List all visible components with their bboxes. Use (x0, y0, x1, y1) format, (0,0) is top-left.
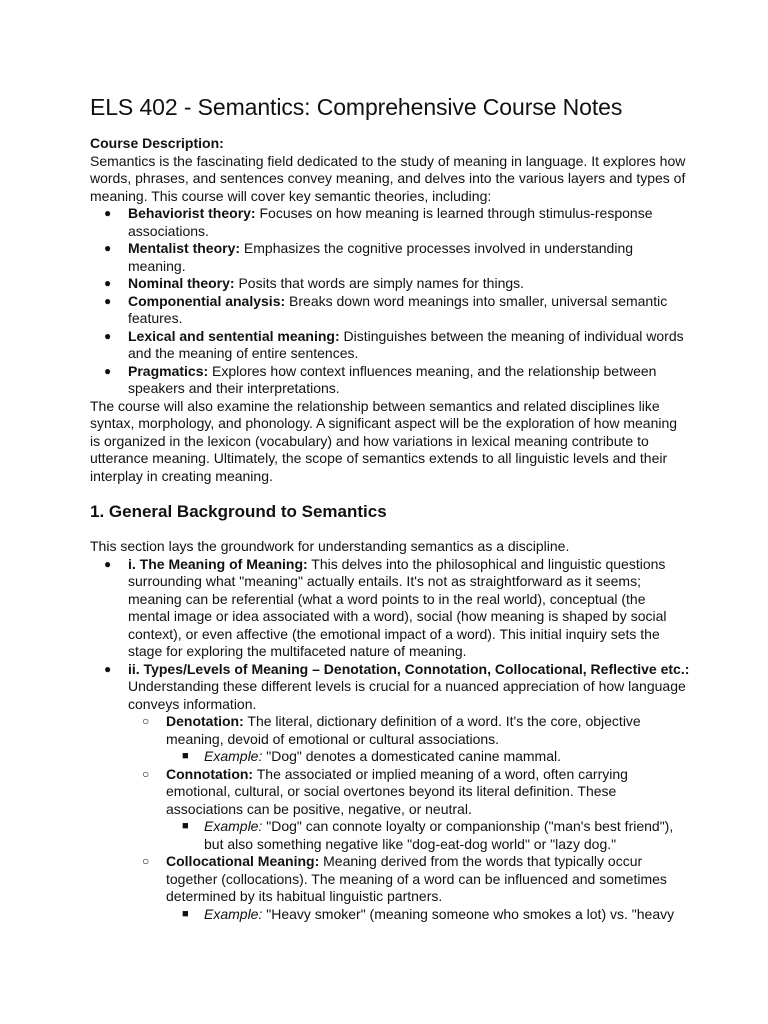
example-list (166, 818, 690, 853)
meaning-types-list (128, 713, 690, 923)
list-item (90, 328, 690, 363)
item-text: This delves into the philosophical and linguistic questions surrounding what "meaning" actually entails. It's not as straightforward as it seems; meaning can be referential (what a word points to in the real world), conceptual (the mental image or idea associated with a word), social (how meaning is shaped by social context), or even affective (the emotional impact of a word). This initial inquiry sets the stage for exploring the multifaceted nature of meaning. (128, 555, 667, 659)
course-description-label: Course Description: (90, 135, 224, 151)
item-term: ii. Types/Levels of Meaning – Denotation, Connotation, Collocational, Reflective etc.: (128, 660, 690, 677)
theories-list (90, 205, 690, 398)
example-text: "Dog" denotes a domesticated canine mammal. (262, 748, 562, 764)
list-item (90, 275, 690, 293)
theory-text: Emphasizes the cognitive processes involved in understanding meaning. (128, 240, 634, 274)
hollow-bullet-icon: ○ (142, 854, 150, 868)
theory-term: Pragmatics: (128, 362, 209, 379)
subitem-text: Meaning derived from the words that typically occur together (collocations). The meaning of a word can be influenced and sometimes determined by its habitual linguistic partners. (166, 853, 667, 904)
square-bullet-icon: ■ (182, 820, 189, 832)
course-description-closing: The course will also examine the relationship between semantics and related disciplines like syntax, morphology, and phonology. A significant aspect will be the exploration of how meaning is organized in the lexicon (vocabulary) and how variations in lexical meaning contribute to utterance meaning. Ultimately, the scope of semantics extends to all linguistic levels and their interplay in creating meaning. (90, 397, 678, 484)
section-heading: 1. General Background to Semantics (90, 502, 387, 521)
section-intro: This section lays the groundwork for understanding semantics as a discipline. (90, 538, 570, 554)
list-item (166, 906, 690, 924)
section-list (90, 556, 690, 924)
subitem-term: Connotation: (166, 765, 254, 782)
theory-term: Behaviorist theory: (128, 205, 256, 221)
theory-text: Posits that words are simply names for things. (234, 275, 525, 291)
theory-term: Mentalist theory: (128, 240, 241, 256)
list-item (128, 713, 690, 766)
bullet-icon: ● (104, 206, 112, 220)
list-item (90, 293, 690, 328)
theory-text: Focuses on how meaning is learned through stimulus-response associations. (128, 205, 653, 239)
subitem-term: Collocational Meaning: (166, 853, 320, 869)
bullet-icon: ● (104, 293, 112, 308)
square-bullet-icon: ■ (182, 750, 189, 762)
hollow-bullet-icon: ○ (142, 714, 150, 728)
example-text: "Heavy smoker" (meaning someone who smokes a lot) vs. "heavy (262, 905, 675, 922)
theory-text: Distinguishes between the meaning of individual words and the meaning of entire sentences. (128, 327, 684, 361)
bullet-icon: ● (104, 363, 112, 378)
theory-text: Breaks down word meanings into smaller, universal semantic features. (128, 292, 668, 326)
list-item (166, 748, 690, 766)
example-list (166, 906, 690, 924)
list-item (90, 556, 690, 661)
course-description-intro: Semantics is the fascinating field dedicated to the study of meaning in language. It explores how words, phrases, and sentences convey meaning, and delves into the various layers and types of meaning. This course will cover key semantic theories, including: (90, 152, 686, 204)
subitem-text: The literal, dictionary definition of a word. It's the core, objective meaning, devoid of emotional or cultural associations. (166, 713, 641, 747)
bullet-icon: ● (104, 556, 112, 571)
bullet-icon: ● (104, 661, 112, 676)
bullet-icon: ● (104, 241, 112, 255)
list-item (128, 766, 690, 854)
list-item (166, 818, 690, 853)
example-text: "Dog" can connote loyalty or companionship ("man's best friend"), but also something negative like "dog-eat-dog world" or "lazy dog." (204, 818, 674, 852)
bullet-icon: ● (104, 328, 112, 343)
list-item (128, 853, 690, 923)
list-item (90, 363, 690, 398)
example-label: Example: (204, 748, 263, 764)
example-list (166, 748, 690, 766)
bullet-icon: ● (104, 276, 112, 290)
theory-term: Nominal theory: (128, 275, 235, 291)
theory-term: Lexical and sentential meaning: (128, 327, 340, 344)
example-label: Example: (204, 905, 263, 922)
hollow-bullet-icon: ○ (142, 766, 150, 781)
item-text: Understanding these different levels is crucial for a nuanced appreciation of how language conveys information. (128, 678, 686, 712)
document-page (90, 92, 690, 923)
theory-text: Explores how context influences meaning, and the relationship between speakers and their interpretations. (128, 362, 657, 396)
subitem-text: The associated or implied meaning of a word, often carrying emotional, cultural, or social overtones beyond its literal definition. These associations can be positive, negative, or neutral. (166, 765, 628, 817)
example-label: Example: (204, 818, 263, 834)
subitem-term: Denotation: (166, 713, 244, 729)
square-bullet-icon: ■ (182, 907, 189, 920)
list-item (90, 661, 690, 924)
item-term: i. The Meaning of Meaning: (128, 555, 308, 572)
page-title: ELS 402 - Semantics: Comprehensive Course Notes (90, 94, 623, 120)
theory-term: Componential analysis: (128, 292, 286, 309)
list-item (90, 205, 690, 240)
list-item (90, 240, 690, 275)
